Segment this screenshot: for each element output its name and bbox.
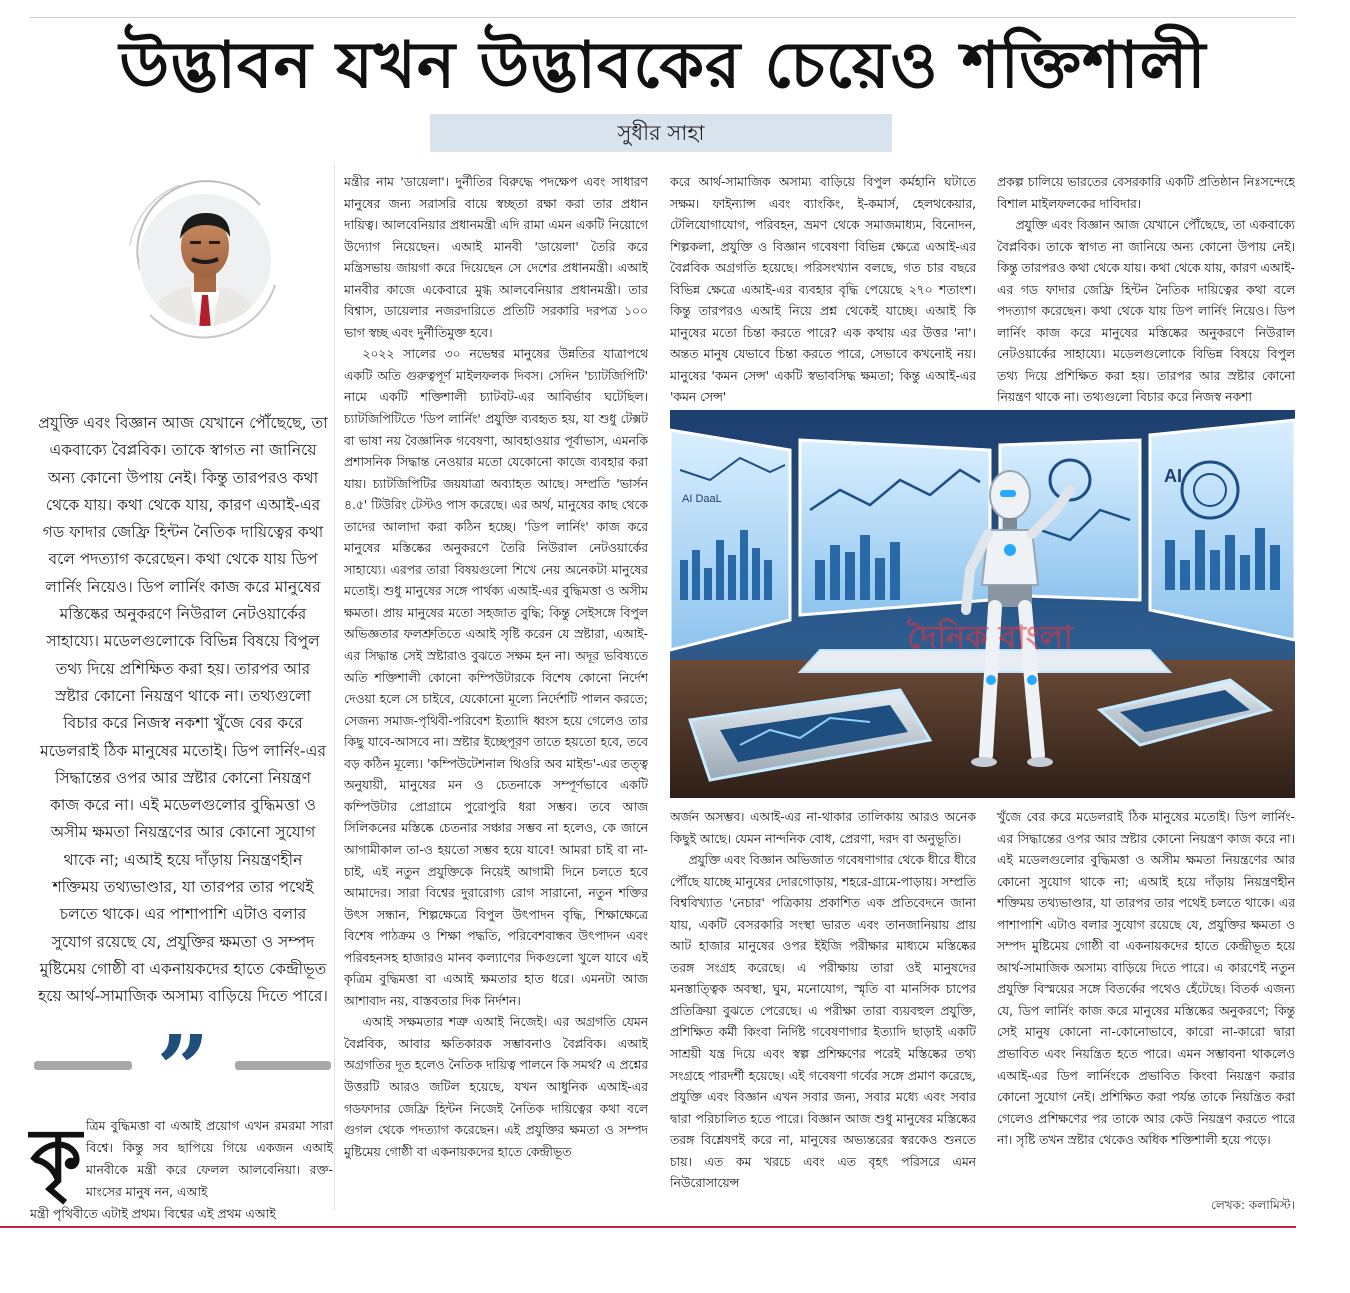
paragraph: প্রকল্প চালিয়ে ভারতের বেসরকারি একটি প্রতিষ্ঠান নিঃসন্দেহে বিশাল মাইলফলকের দাবিদার। <box>997 175 1295 211</box>
body-column-2-bottom <box>670 807 976 1217</box>
body-column-2-top <box>670 172 976 410</box>
quote-bar-right <box>235 1061 331 1070</box>
left-column <box>30 165 333 1221</box>
drop-cap: কৃ <box>30 1113 82 1199</box>
writer-note: লেখক: কলামিস্ট। <box>1210 1198 1295 1212</box>
quote-bar-left <box>34 1061 132 1070</box>
headline: উদ্ভাবন যখন উদ্ভাবকের চেয়েও শক্তিশালী <box>119 29 1207 103</box>
quote-mark-icon: ” <box>156 1015 210 1123</box>
paragraph: অর্জন অসম্ভব। এআই-এর না-থাকার তালিকায় আরও অনেক কিছুই আছে। যেমন নান্দনিক বোধ, প্রেরণা, দরদ বা অনুভূতি। <box>670 810 976 846</box>
bottom-rule <box>0 1226 1296 1228</box>
pull-quote: প্রযুক্তি এবং বিজ্ঞান আজ যেখানে পৌঁছেছে, তা একবাক্যে বৈপ্লবিক। তাকে স্বাগত না জানিয়ে অন্য কোনো উপায় নেই। কিন্তু তারপরও কথা থেকে যায়। কথা থেকে যায়, কারণ এআই-এর গড ফাদার জেফ্রি হিন্টন নৈতিক দায়িত্বের কথা বলে পদত্যাগ করেছেন। কথা থেকে যায় ডিপ লার্নিং নিয়েও। ডিপ লার্নিং কাজ করে মানুষের মস্তিষ্কের অনুকরণে নিউরাল নেটওয়ার্কের সাহায্যে। মডেলগুলোকে বিভিন্ন বিষয়ে বিপুল তথ্য দিয়ে প্রশিক্ষিত করা হয়। তারপর আর স্রষ্টার কোনো নিয়ন্ত্রণ থাকে না। তথ্যগুলো বিচার করে নিজস্ব নকশা খুঁজে বের করে মডেলরাই ঠিক মানুষের মতোই। ডিপ লার্নিং-এর সিদ্ধান্তের ওপর আর স্রষ্টার কোনো নিয়ন্ত্রণ কাজ করে না। এই মডেলগুলোর বুদ্ধিমত্তা ও অসীম ক্ষমতা নিয়ন্ত্রণের আর কোনো সুযোগ থাকে না; এআই হয়ে দাঁড়ায় নিয়ন্ত্রণহীন শক্তিময় তথ্যভাণ্ডার, যা তারপর তার পথেই চলতে থাকে। এর পাশাপাশি এটাও বলার সুযোগ রয়েছে যে, প্রযুক্তির ক্ষমতা ও সম্পদ মুষ্টিমেয় গোষ্ঠী বা একনায়কদের হাতে কেন্দ্রীভূত হয়ে আর্থ-সামাজিক অসাম্য বাড়িয়ে দিতে পারে। <box>38 414 328 1006</box>
byline: সুধীর সাহা <box>430 114 892 152</box>
paragraph: প্রযুক্তি এবং বিজ্ঞান আজ যেখানে পৌঁছেছে, তা একবাক্যে বৈপ্লবিক। তাকে স্বাগত না জানিয়ে অন্য কোনো উপায় নেই। কিন্তু তারপরও কথা থেকে যায়। কথা থেকে যায়, কারণ এআই-এর গড ফাদার জেফ্রি হিন্টন নৈতিক দায়িত্বের কথা বলে পদত্যাগ করেছেন। কথা থেকে যায় ডিপ লার্নিং নিয়েও। ডিপ লার্নিং কাজ করে মানুষের মস্তিষ্কের অনুকরণে নিউরাল নেটওয়ার্কের সাহায্যে। মডেলগুলোকে বিভিন্ন বিষয়ে বিপুল তথ্য দিয়ে প্রশিক্ষিত করা হয়। তারপর আর স্রষ্টার কোনো নিয়ন্ত্রণ থাকে না। তথ্যগুলো বিচার করে নিজস্ব নকশা <box>997 218 1295 405</box>
screen-label-right: AI <box>1164 466 1182 486</box>
paragraph: এআই সক্ষমতার শত্রু এআই নিজেই। এর অগ্রগতি যেমন বৈপ্লবিক, আবার ক্ষতিকারক সম্ভাবনাও বৈপ্লবিক। এআই অগ্রগতির দূত হলেও নৈতিক দায়িত্ব পালনে কি সমর্থ? এ প্রশ্নের উত্তরটি আরও জটিল হয়েছে, যখন আধুনিক এআই-এর গডফাদার জেফ্রি হিন্টন নিজেই নৈতিক দায়িত্বের কথা বলে গুগল থেকে পদত্যাগ করেছেন। এই প্রযুক্তির ক্ষমতা ও সম্পদ মুষ্টিমেয় গোষ্ঠী বা একনায়কদের হাতে কেন্দ্রীভূত <box>344 1015 648 1159</box>
screen-label-left: AI DaaL <box>682 493 722 505</box>
article-photo <box>670 410 1295 798</box>
column-divider <box>334 165 335 1210</box>
body-column-3-bottom <box>997 807 1295 1179</box>
paragraph: খুঁজে বের করে মডেলরাই ঠিক মানুষের মতোই। ডিপ লার্নিং-এর সিদ্ধান্তের ওপর আর স্রষ্টার কোনো নিয়ন্ত্রণ কাজ করে না। এই মডেলগুলোর বুদ্ধিমত্তা ও অসীম ক্ষমতা নিয়ন্ত্রণের আর কোনো সুযোগ থাকে না; এআই হয়ে দাঁড়ায় নিয়ন্ত্রণহীন শক্তিময় তথ্যভাণ্ডার, যা তারপর তার পথেই চলতে থাকে। এর পাশাপাশি এটাও বলার সুযোগ রয়েছে যে, প্রযুক্তির ক্ষমতা ও সম্পদ মুষ্টিমেয় গোষ্ঠী বা একনায়কদের হাতে কেন্দ্রীভূত হয়ে আর্থ-সামাজিক অসাম্য বাড়িয়ে দিতে পারে। এ কারণেই নতুন প্রযুক্তি বিস্ময়ের সঙ্গে বিতর্কের পথেও হেঁটেছে। বিতর্ক এজন্য যে, ডিপ লার্নিং কাজ করে মানুষের মস্তিষ্কের অনুকরণে; কিন্তু সেই মানুষ কোনো না-কোনোভাবে, কারো না-কারো দ্বারা প্রভাবিত এবং নিয়ন্ত্রিত হতে পারে। এমন সম্ভাবনা থাকলেও এআই-এর ডিপ লার্নিংকে প্রভাবিত কিংবা নিয়ন্ত্রণ করার কোনো সুযোগ নেই। প্রশিক্ষিত করা পর্যন্ত তাকে নিয়ন্ত্রিত করা গেলেও প্রশিক্ষণের পর তাকে আর কেউ নিয়ন্ত্রণ করতে পারে না। সৃষ্টি তখন স্রষ্টার থেকেও অধিক শক্তিশালী হয়ে পড়ে। <box>997 810 1295 1148</box>
author-portrait <box>120 175 290 345</box>
body-column-3-top <box>997 172 1295 410</box>
ai-robot-illustration <box>670 410 1295 798</box>
top-rule <box>30 17 1296 18</box>
paragraph: করে আর্থ-সামাজিক অসাম্য বাড়িয়ে বিপুল কর্মহানি ঘটাতে সক্ষম। ফাইন্যান্স এবং ব্যাংকিং, ই-কমার্স, হেলথকেয়ার, টেলিযোগাযোগ, পরিবহন, ভ্রমণ থেকে সমাজমাধ্যম, বিনোদন, শিল্পকলা, প্রযুক্তি ও বিজ্ঞান গবেষণা বিভিন্ন ক্ষেত্রে এআই-এর বৈপ্লবিক অগ্রগতি হয়েছে। পরিসংখ্যান বলছে, গত চার বছরে বিভিন্ন ক্ষেত্রে এআই-এর ব্যবহার বৃদ্ধি পেয়েছে ২৭০ শতাংশ। কিন্তু তারপরও এআই নিয়ে প্রশ্ন থেকেই যাচ্ছে। এআই কি মানুষের মতো চিন্তা করতে পারে? এক কথায় এর উত্তর 'না'। অন্তত মানুষ যেভাবে চিন্তা করতে পারে, সেভাবে কখনোই নয়। মানুষের 'কমন সেন্স' একটি স্বভাবসিদ্ধ ক্ষমতা; কিন্তু এআই-এর 'কমন সেন্স' <box>670 175 976 405</box>
lead-text-last: মন্ত্রী পৃথিবীতে এটাই প্রথম। বিশ্বের এই প্রথম এআই <box>30 1206 276 1221</box>
watermark: দৈনিক বাংলা <box>907 618 1073 656</box>
lead-text: ত্রিম বুদ্ধিমত্তা বা এআই প্রয়োগ এখন রমরমা সারা বিশ্বে। কিন্তু সব ছাপিয়ে গিয়ে একজন এআই মানবীকে মন্ত্রী করে ফেলল আলবেনিয়া। রক্ত-মাংসের মানুষ নন, এআই <box>86 1118 333 1199</box>
body-column-1 <box>344 172 648 1217</box>
paragraph: ২০২২ সালের ৩০ নভেম্বর মানুষের উন্নতির যাত্রাপথে একটি অতি গুরুত্বপূর্ণ মাইলফলক দিবস। সেদিন 'চ্যাটজিপিটি' নামে একটি শক্তিশালী চ্যাটবট-এর আবির্ভাব ঘটেছিল। চ্যাটজিপিটিতে 'ডিপ লার্নিং' প্রযুক্তি ব্যবহৃত হয়, যা শুধু টেক্সট বা ভাষা নয় বৈজ্ঞানিক গবেষণা, আবহাওয়ার পূর্বাভাস, এমনকি প্রশাসনিক সিদ্ধান্ত নেওয়ার মতো যেকোনো কাজে ব্যবহার করা যায়। চ্যাটজিপিটির জয়যাত্রা অব্যাহত আছে। সম্প্রতি 'ভার্সন ৪.৫' টিউরিং টেস্টও পাস করেছে। এর অর্থ, মানুষের কাছ থেকে তাদের আলাদা করা কঠিন হচ্ছে। 'ডিপ লার্নিং' কাজ করে মানুষের মস্তিষ্কের অনুকরণে তৈরি নিউরাল নেটওয়ার্কের সাহায্যে। এরপর তারা বিষয়গুলো শিখে নেয় অনেকটা মানুষের মতোই। শুধু মানুষের সঙ্গে পার্থক্য এআই-এর বুদ্ধিমত্তা ও অসীম ক্ষমতা। প্রায় মানুষের মতো সহজাত বুদ্ধি; কিন্তু সেইসঙ্গে বিপুল অভিজ্ঞতার ফলশ্রুতিতে এআই সৃষ্টি করেন যে স্রষ্টারা, এআই-এর সিদ্ধান্ত সেই স্রষ্টারাও বুঝতে সক্ষম হন না। অদূর ভবিষ্যতে অতি শক্তিশালী কোনো কম্পিউটারকে বিশেষ কোনো নির্দেশ দেওয়া হলে সে চাইবে, যেকোনো মূল্যে নির্দেশটি পালন করতে; সেজন্য সমাজ-পৃথিবী-পরিবেশ ইত্যাদি ধ্বংস হয়ে গেলেও তার কিছু যাবে-আসবে না। স্রষ্টার ইচ্ছেপূরণ তাতে হয়তো হবে, তবে বড় কঠিন মূল্যে। 'কম্পিউটেশনাল থিওরি অব মাইন্ড'-এর তত্ত্ব অনুযায়ী, মানুষের মন ও চেতনাকে সম্পূর্ণভাবে একটি কম্পিউটার প্রোগ্রামে পুরোপুরি ধরা সম্ভব। তবে আজ সিলিকনের মস্তিষ্কে চেতনার সঞ্চার সম্ভব না হলেও, কে জানে আগামীকাল তা-ও হয়তো সম্ভব হয়ে যাবে! আমরা চাই বা না-চাই, এই নতুন প্রযুক্তিকে নিয়েই আগামী দিনে চলতে হবে আমাদের। সারা বিশ্বের দুরারোগ্য রোগ সারানো, নতুন শক্তির উৎস সন্ধান, শিল্পক্ষেত্রে বিপুল উৎপাদন বৃদ্ধি, শিক্ষাক্ষেত্রে বিশেষ পাঠক্রম ও শিক্ষা পদ্ধতি, পরিবেশবান্ধব উৎপাদন এবং পরিবহনসহ হাজারও মানব কল্যাণের দিকগুলো খুলে যাবে এই কৃত্রিম বুদ্ধিমত্তা বা এআই ক্ষমতার হাত ধরে। এমনটা আজ আশাবাদ নয়, বাস্তবতার দিক নির্দশন। <box>344 347 648 1008</box>
paragraph: মন্ত্রীর নাম 'ডায়েলা'। দুর্নীতির বিরুদ্ধে পদক্ষেপ এবং সাধারণ মানুষের জন্য সরাসরি বায়ে স্বচ্ছতা রক্ষা করা তার প্রধান দায়িত্ব। আলবেনিয়ার প্রধানমন্ত্রী এদি রামা এমন একটি নিয়োগে উদ্যোগ নিয়েছেন। এআই মানবী 'ডায়েলা' তৈরি করে মন্ত্রিসভায় জায়গা করে দিয়েছেন সে দেশের প্রধানমন্ত্রী। এআই মানবীর কাজে একেবারে মুগ্ধ আলবেনিয়ার প্রধানমন্ত্রী। তার বিশ্বাস, ডায়েলার নজরদারিতে প্রতিটি সরকারি দরপত্র ১০০ ভাগ স্বচ্ছ এবং দুর্নীতিমুক্ত হবে। <box>344 175 648 340</box>
paragraph: প্রযুক্তি এবং বিজ্ঞান অভিজাত গবেষণাগার থেকে ধীরে ধীরে পৌঁছে যাচ্ছে মানুষের দোরগোড়ায়, শহরে-গ্রামে-পাড়ায়। সম্প্রতি বিশ্ববিখ্যাত 'নেচার' পত্রিকায় প্রকাশিত এক প্রতিবেদনে জানা যায়, একটি বেসরকারি সংস্থা ভারত এবং তানজানিয়ায় প্রায় আট হাজার মানুষের ওপর ইইজি পরীক্ষার মাধ্যমে মস্তিষ্কের তরঙ্গ সংগ্রহ করেছে। এ পরীক্ষায় তারা ওই মানুষদের মনস্তাত্ত্বিক অবস্থা, ঘুম, মনোযোগ, স্মৃতি বা মানসিক চাপের প্রতিক্রিয়া বুঝতে পেরেছে। এ পরীক্ষা তারা ব্যয়বহুল প্রযুক্তি, প্রশিক্ষিত কর্মী কিংবা নির্দিষ্ট গবেষণাগার ইত্যাদি ছাড়াই একটি সাশ্রয়ী যন্ত্র দিয়ে এবং স্বল্প প্রশিক্ষণের পরেই মস্তিষ্কের তথ্য সংগ্রহে পারদর্শী হয়েছে। এই গবেষণা গর্বের সঙ্গে প্রমাণ করেছে, প্রযুক্তি এবং বিজ্ঞান এখন সবার জন্য, সবার মধ্যে এবং সবার দ্বারা পরিচালিত হতে পারে। বিজ্ঞান আজ শুধু মানুষের মস্তিষ্কের তরঙ্গ বিশ্লেষণই করে না, মানুষের অভ্যন্তরের স্বরকেও শুনতে চায়। এত কম খরচে এবং এত বৃহৎ পরিসরে এমন নিউরোসায়েন্স <box>670 853 976 1191</box>
quote-decoration <box>30 1015 333 1123</box>
lead-paragraph <box>30 1115 333 1225</box>
